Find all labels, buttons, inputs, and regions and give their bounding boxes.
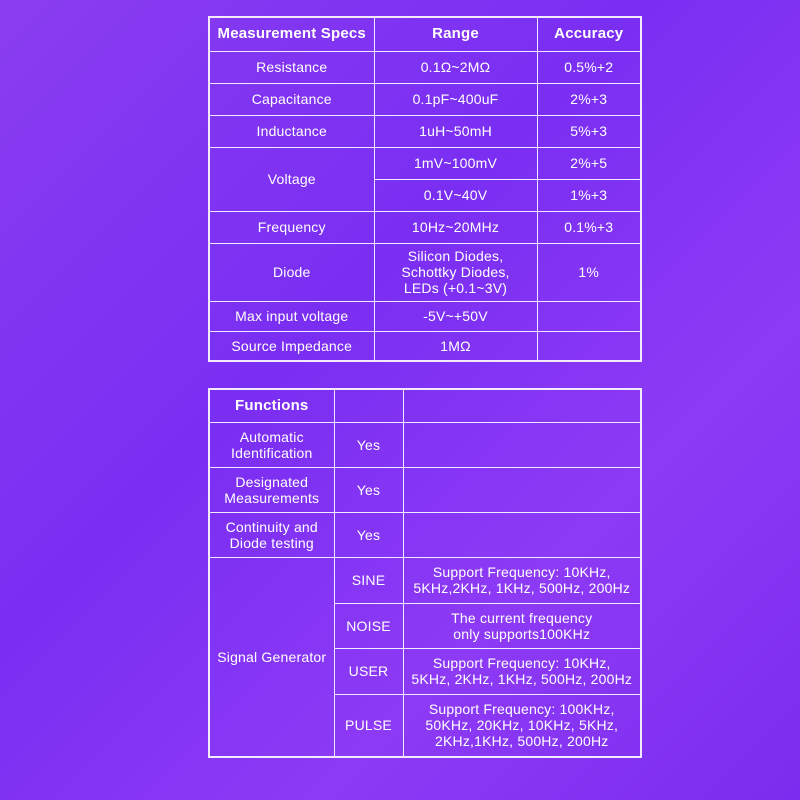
table-row	[209, 211, 641, 243]
signal-mode-pulse: PULSE	[334, 694, 403, 757]
spec-range-source-impedance: 1MΩ	[374, 331, 537, 361]
specs-header-row	[209, 17, 641, 51]
spec-label-max-input-voltage: Max input voltage	[209, 301, 374, 331]
table-row	[209, 147, 641, 179]
table-row	[209, 512, 641, 557]
signal-mode-user: USER	[334, 648, 403, 694]
spec-label-source-impedance: Source Impedance	[209, 331, 374, 361]
signal-desc-noise: The current frequency only supports100KHz	[403, 603, 641, 648]
header-range: Range	[374, 17, 537, 51]
spec-label-capacitance: Capacitance	[209, 83, 374, 115]
table-row	[209, 301, 641, 331]
spec-range-voltage-low: 1mV~100mV	[374, 147, 537, 179]
spec-accuracy-voltage-high: 1%+3	[537, 179, 641, 211]
table-row	[209, 115, 641, 147]
blank-cell	[403, 422, 641, 467]
spec-accuracy-source-impedance	[537, 331, 641, 361]
function-label-continuity: Continuity and Diode testing	[209, 512, 334, 557]
function-label-designated-measurements: Designated Measurements	[209, 467, 334, 512]
spec-label-frequency: Frequency	[209, 211, 374, 243]
blank-cell	[403, 467, 641, 512]
header-measurement-specs: Measurement Specs	[209, 17, 374, 51]
function-value-designated-measurements: Yes	[334, 467, 403, 512]
spec-accuracy-resistance: 0.5%+2	[537, 51, 641, 83]
header-accuracy: Accuracy	[537, 17, 641, 51]
spec-label-resistance: Resistance	[209, 51, 374, 83]
spec-label-inductance: Inductance	[209, 115, 374, 147]
function-value-automatic-identification: Yes	[334, 422, 403, 467]
spec-label-diode: Diode	[209, 243, 374, 301]
table-row	[209, 51, 641, 83]
spec-range-inductance: 1uH~50mH	[374, 115, 537, 147]
spec-accuracy-voltage-low: 2%+5	[537, 147, 641, 179]
function-value-continuity: Yes	[334, 512, 403, 557]
spec-range-voltage-high: 0.1V~40V	[374, 179, 537, 211]
spec-range-max-input-voltage: -5V~+50V	[374, 301, 537, 331]
spec-accuracy-inductance: 5%+3	[537, 115, 641, 147]
signal-mode-sine: SINE	[334, 557, 403, 603]
spec-accuracy-max-input-voltage	[537, 301, 641, 331]
signal-desc-sine: Support Frequency: 10KHz, 5KHz,2KHz, 1KHz, 500Hz, 200Hz	[403, 557, 641, 603]
functions-table	[208, 388, 642, 758]
signal-mode-noise: NOISE	[334, 603, 403, 648]
spec-label-voltage: Voltage	[209, 147, 374, 211]
spec-range-resistance: 0.1Ω~2MΩ	[374, 51, 537, 83]
signal-desc-pulse: Support Frequency: 100KHz, 50KHz, 20KHz, 10KHz, 5KHz, 2KHz,1KHz, 500Hz, 200Hz	[403, 694, 641, 757]
spec-range-diode: Silicon Diodes, Schottky Diodes, LEDs (+0.1~3V)	[374, 243, 537, 301]
measurement-specs-table	[208, 16, 642, 362]
table-row	[209, 422, 641, 467]
blank-cell	[403, 512, 641, 557]
header-functions: Functions	[209, 389, 334, 422]
function-label-automatic-identification: Automatic Identification	[209, 422, 334, 467]
table-row	[209, 557, 641, 603]
table-row	[209, 467, 641, 512]
functions-header-row	[209, 389, 641, 422]
header-blank-cell	[403, 389, 641, 422]
signal-generator-label: Signal Generator	[209, 557, 334, 757]
spec-range-capacitance: 0.1pF~400uF	[374, 83, 537, 115]
table-row	[209, 83, 641, 115]
signal-desc-user: Support Frequency: 10KHz, 5KHz, 2KHz, 1KHz, 500Hz, 200Hz	[403, 648, 641, 694]
spec-range-frequency: 10Hz~20MHz	[374, 211, 537, 243]
spec-accuracy-capacitance: 2%+3	[537, 83, 641, 115]
header-blank-cell	[334, 389, 403, 422]
table-row	[209, 243, 641, 301]
table-row	[209, 331, 641, 361]
spec-accuracy-frequency: 0.1%+3	[537, 211, 641, 243]
spec-accuracy-diode: 1%	[537, 243, 641, 301]
